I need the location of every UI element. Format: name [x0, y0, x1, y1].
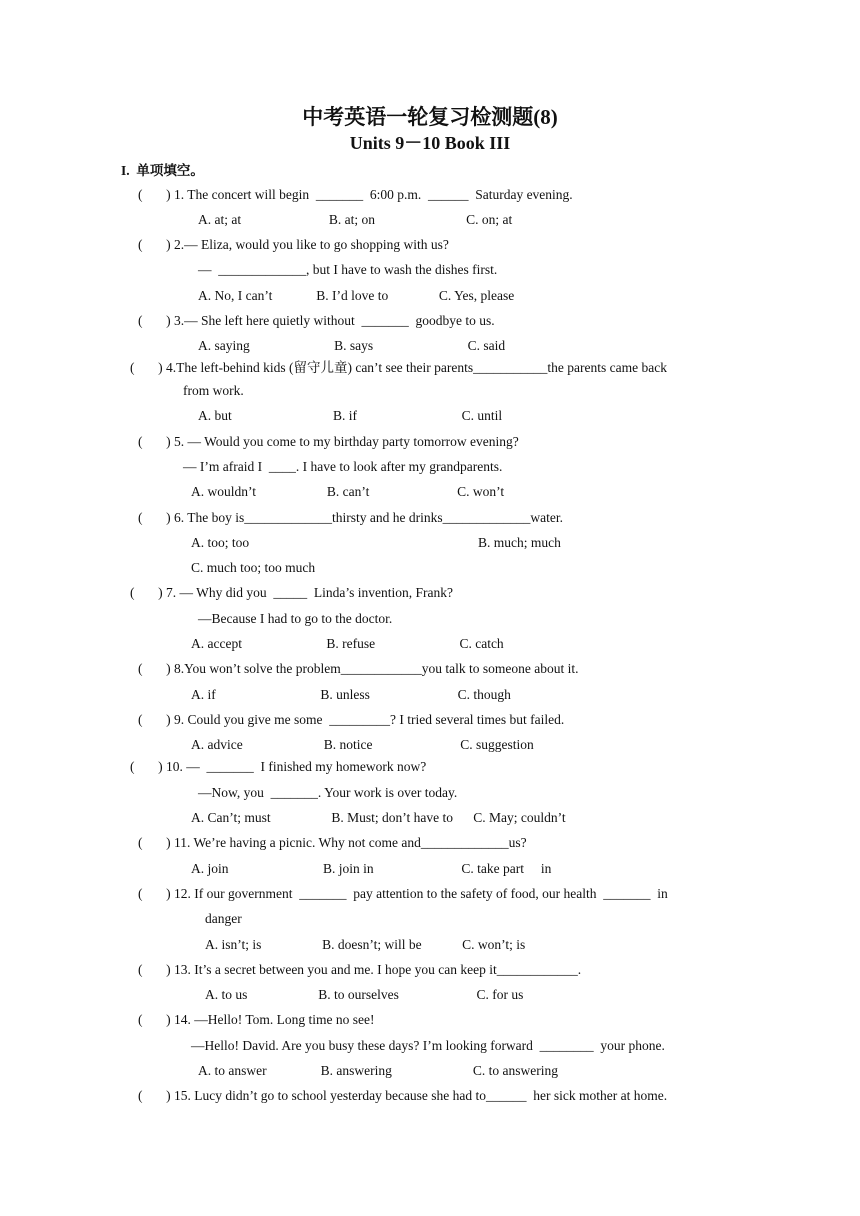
question-line: — _____________, but I have to wash the dishes first. — [198, 262, 498, 277]
question-line: ( ) 14. —Hello! Tom. Long time no see! — [138, 1012, 375, 1027]
question-line: ( ) 15. Lucy didn’t go to school yesterday because she had to______ her sick mother at home. — [138, 1088, 668, 1103]
options-line: A. wouldn’t B. can’t C. won’t — [191, 484, 505, 499]
options-line: A. Can’t; must B. Must; don’t have to C. May; couldn’t — [191, 810, 566, 825]
question-line: ( ) 4.The left-behind kids (留守儿童) can’t see their parents___________the parents came back — [130, 360, 667, 375]
options-line: A. to us B. to ourselves C. for us — [205, 987, 524, 1002]
options-line: C. much too; too much — [191, 560, 316, 575]
question-line: ( ) 3.— She left here quietly without _______ goodbye to us. — [138, 313, 495, 328]
question-line: ( ) 5. — Would you come to my birthday party tomorrow evening? — [138, 434, 519, 449]
question-line: ( ) 2.— Eliza, would you like to go shopping with us? — [138, 237, 449, 252]
page-title: 中考英语一轮复习检测题(8) — [302, 105, 558, 129]
question-line: —Because I had to go to the doctor. — [198, 611, 393, 626]
options-line: A. saying B. says C. said — [198, 338, 506, 353]
question-line: ( ) 8.You won’t solve the problem____________you talk to someone about it. — [138, 661, 579, 676]
question-line: ( ) 12. If our government _______ pay attention to the safety of food, our health _______ in — [138, 886, 668, 901]
page-subtitle: Units 9－10 Book III — [349, 133, 511, 153]
options-line: A. isn’t; is B. doesn’t; will be C. won’t; is — [205, 937, 526, 952]
options-line: A. if B. unless C. though — [191, 687, 511, 702]
question-line: from work. — [183, 383, 244, 398]
section-heading: I. 单项填空。 — [121, 163, 204, 178]
question-line: ( ) 11. We’re having a picnic. Why not come and_____________us? — [138, 835, 527, 850]
question-line: ( ) 6. The boy is_____________thirsty and he drinks_____________water. — [138, 510, 563, 525]
options-line: A. accept B. refuse C. catch — [191, 636, 504, 651]
question-line: ( ) 13. It’s a secret between you and me. I hope you can keep it____________. — [138, 962, 582, 977]
question-line: ( ) 10. — _______ I finished my homework now? — [130, 759, 427, 774]
options-line: A. advice B. notice C. suggestion — [191, 737, 534, 752]
question-line: — I’m afraid I ____. I have to look after my grandparents. — [183, 459, 503, 474]
question-line: danger — [205, 911, 242, 926]
options-line: A. but B. if C. until — [198, 408, 503, 423]
options-line: A. at; at B. at; on C. on; at — [198, 212, 513, 227]
options-line: B. much; much — [478, 535, 561, 550]
question-line: —Hello! David. Are you busy these days? I’m looking forward ________ your phone. — [191, 1038, 665, 1053]
question-line: —Now, you _______. Your work is over today. — [198, 785, 458, 800]
options-line: A. too; too — [191, 535, 250, 550]
options-line: A. join B. join in C. take part in — [191, 861, 552, 876]
options-line: A. No, I can’t B. I’d love to C. Yes, please — [198, 288, 515, 303]
question-line: ( ) 9. Could you give me some _________? I tried several times but failed. — [138, 712, 565, 727]
options-line: A. to answer B. answering C. to answering — [198, 1063, 558, 1078]
question-line: ( ) 7. — Why did you _____ Linda’s invention, Frank? — [130, 585, 453, 600]
question-line: ( ) 1. The concert will begin _______ 6:00 p.m. ______ Saturday evening. — [138, 187, 573, 202]
